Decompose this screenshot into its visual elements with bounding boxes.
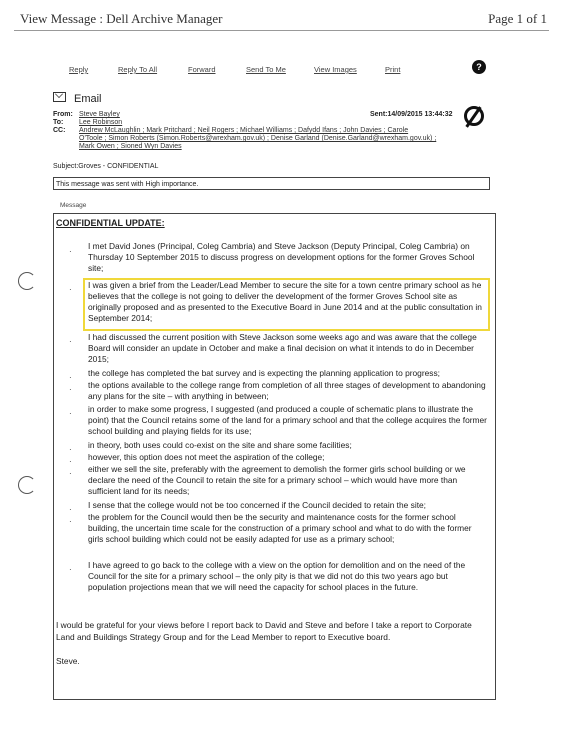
page-indicator: Page 1 of 1 (488, 11, 547, 26)
list-item: I had discussed the current position with Steve Jackson some weeks ago and was aware that the college Board will consider an update in October and make a final decision on what it intends to do in December 2015; (88, 332, 477, 364)
from-row (53, 111, 120, 118)
closing-paragraph: I would be grateful for your views before I report back to David and Steve and before I take a report to Corporate Land and Buildings Strategy Group and for the Lead Member to report to Executive board. (56, 620, 472, 642)
bullet-icon: · (69, 247, 72, 256)
view-images-button[interactable]: View Images (314, 65, 357, 74)
list-item: either we sell the site, preferably with the agreement to demolish the former girls school building or we declare the need of the Council to retain the site for a primary school – which would have more than sufficient land for its needs; (88, 464, 466, 496)
send-to-me-button[interactable]: Send To Me (246, 65, 286, 74)
bullet-icon: · (69, 285, 72, 294)
bullet-icon: · (69, 409, 72, 418)
subject-line: Subject:Groves - CONFIDENTIAL (53, 163, 159, 170)
cc-value-line3[interactable]: Mark Owen ; Sioned Wyn Davies (79, 143, 182, 150)
forward-button[interactable]: Forward (188, 65, 216, 74)
list-item: I have agreed to go back to the college with a view on the option for demolition and on the need of the Council for the site for a primary school – the only pity is that we did not do this two years ago but population projections mean that we will need the capacity for school places in the future. (88, 560, 466, 592)
email-heading-label: Email (74, 93, 102, 105)
email-heading (53, 92, 102, 105)
cc-row (53, 127, 408, 134)
cc-row-2 (79, 135, 436, 142)
list-item: the problem for the Council would then be the security and maintenance costs for the former school building, the uncertain time scale for the construction of a primary school and what to do with the former girls school building which could not be easily adapted for use as a primary school; (88, 512, 472, 544)
cc-label: CC: (53, 127, 66, 134)
bullet-icon: · (69, 469, 72, 478)
bullet-icon: · (69, 517, 72, 526)
bullet-icon: · (69, 565, 72, 574)
punch-hole-icon (18, 272, 36, 290)
redaction-stamp-icon (464, 106, 484, 126)
importance-notice: This message was sent with High importance. (53, 177, 490, 190)
bullet-icon: · (69, 385, 72, 394)
bullet-icon: · (69, 373, 72, 382)
bullet-icon: · (69, 505, 72, 514)
list-item: I met David Jones (Principal, Coleg Cambria) and Steve Jackson (Deputy Principal, Coleg Cambria) on Thursday 10 September 2015 to discuss progress on development options for the former Groves School site; (88, 241, 475, 273)
list-item: the options available to the college range from completion of all three stages of development to abandoning any plans for the site – with anything in between; (88, 380, 486, 401)
cc-value-line1[interactable]: Andrew McLaughlin ; Mark Pritchard ; Neil Rogers ; Michael Williams ; Dafydd Ifans ; John Davies ; Carole (79, 127, 409, 134)
list-item: I sense that the college would not be too concerned if the Council decided to retain the site; (88, 500, 427, 510)
window-title: View Message : Dell Archive Manager (20, 11, 223, 26)
list-item: in order to make some progress, I suggested (and produced a couple of schematic plans to illustrate the point) that the Council retains some of the land for a primary school and that the college acquires the former school building and playing fields for its use; (88, 404, 487, 436)
reply-to-all-button[interactable]: Reply To All (118, 65, 158, 74)
list-item: I was given a brief from the Leader/Lead Member to secure the site for a town centre primary school as he believes that the college is not going to deliver the development of the former Groves School site as originally proposed and as presented to the Executive Board in June 2014 and at the public consultation in September 2014; (88, 280, 482, 323)
bullet-icon: · (69, 457, 72, 466)
to-row (53, 119, 122, 126)
punch-hole-icon (18, 476, 36, 494)
signature: Steve. (56, 656, 80, 666)
sent-timestamp: Sent:14/09/2015 13:44:32 (370, 111, 453, 118)
reply-button[interactable]: Reply (69, 65, 89, 74)
title-bar (14, 9, 549, 29)
cc-value-line2[interactable]: O'Toole ; Simon Roberts (Simon.Roberts@wrexham.gov.uk) ; Denise Garland (Denise.Garland@wrexham.gov.uk) ; (79, 135, 437, 142)
from-value[interactable]: Steve Bayley (79, 111, 120, 118)
message-label: Message (60, 202, 87, 209)
bullet-icon: · (69, 337, 72, 346)
list-item: the college has completed the bat survey and is expecting the planning application to progress; (88, 368, 440, 378)
from-label: From: (53, 111, 73, 118)
envelope-icon (53, 92, 66, 102)
body-heading: CONFIDENTIAL UPDATE: (56, 218, 165, 228)
to-value[interactable]: Lee Robinson (79, 119, 123, 126)
list-item: however, this option does not meet the aspiration of the college; (88, 452, 325, 462)
title-divider (14, 30, 549, 31)
message-body (53, 213, 496, 700)
help-icon[interactable]: ? (472, 60, 486, 74)
list-item: in theory, both uses could co-exist on the site and share some facilities; (88, 440, 352, 450)
to-label: To: (53, 119, 64, 126)
bullet-icon: · (69, 445, 72, 454)
print-button[interactable]: Print (385, 65, 401, 74)
cc-row-3 (79, 143, 182, 150)
